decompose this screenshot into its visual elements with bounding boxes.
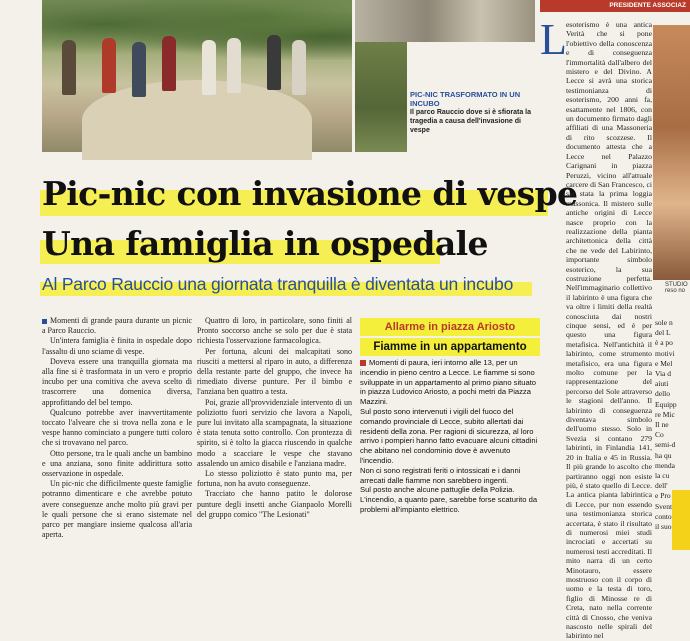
box-paragraph: Sul posto sono intervenuti i vigili del fuoco del comando provinciale di Lecce, subito allertati dai residenti della zona. Per ragioni di sicurezza, al loro arrivo i pompieri hanno fatto evacuare alcuni cittadini che abitano nel condominio dove è avvenuto l'incendio. (360, 406, 538, 465)
side-article-photo (653, 25, 690, 280)
photo-caption (410, 90, 542, 135)
edge-line: dell' (655, 481, 668, 491)
edge-line: la cu (655, 471, 670, 481)
edge-line: il suo (655, 522, 672, 532)
side-section-header: PRESIDENTE ASSOCIAZ (540, 0, 690, 12)
edge-line: ha qu (655, 450, 672, 460)
headline-line2: Una famiglia in ospedale (42, 224, 488, 263)
box-title: Fiamme in un appartamento (360, 338, 540, 356)
wasp-closeup-photo (355, 0, 535, 42)
edge-line: sole n (655, 318, 673, 327)
side-paragraph: esoterismo è una antica Verità che si pone l'obiettivo della conoscenza e di conseguenza l'immortalità dall'albero del mistero e del Divino. A Lecce si avrà una storica testimonianza di esoterismo, 200 anni fa, esattamente nel 1806, con un documento firmato dagli affiliati di una Massoneria di rito scozzese. Il documento attesta che a Lecce nel Palazzo Carignani in piazza Peruzzi, vicino all'attuale carcere di San Francesco, ci sia stata la prima loggia massonica. Il mistero sulle antiche origini di Lecce nasce proprio con la realizzazione della pianta architettonica della città che ne vede del Labirinto, importante simbolo esoterico, la sua costruzione perfetta. Nell'immaginario collettivo il labirinto è una figura che va oltre i limiti della realtà conosciuta dai nostri cinque sensi, ed è per questo una figura metafisica. Nell'antichità il labirinto, come strumento metafisico, era una figura molto comune per la rappresentazione del percorso del Sole attraverso le stagioni dell'anno. Il labirinto di conseguenza diventava simbolo dell'uomo stesso. Solo in Svezia si contano 279 labirinti, in Finlandia 141, 20 in Italia e 45 in Russia. Il più grande lo ascolto che partiranno oggi non esiste più, è stato quello di Lecce. La antica pianta labirintica di Lecce, pur non essendo una testimonianza storica accertata, è stato il risultato di numerosi miei studi incrociati e accertati su numerosi testi accreditati. Il mito narra di un certo Minotauro, essere mostruoso con il corpo di uomo e la testa di toro, figlio di Minosse re di Creta, nato nella corrente città di Cnosso, che veniva nascosto nelle spirali del labirinto nel (566, 20, 653, 641)
col1-paragraph: Un pic-nic che difficilmente queste famiglie potranno dimenticare e che avrebbe potuto avere conseguenze anche molto più gravi per le quali persone che si erano sistemate nel parco per mangiare insieme qualcosa all'aria aperta. (42, 479, 192, 540)
section-tab (672, 490, 690, 550)
box-body (360, 358, 540, 515)
edge-line: è a po (655, 338, 673, 348)
edge-line: e Mel (655, 358, 673, 368)
col2-paragraph: Poi, grazie all'provvidenziale intervento di un poliziotto fuori servizio che lavora a Napoli, pure lui invitato alla scampagnata, la situazione è stata tenuta sotto controllo. Con prontezza di spirito, si è tolto la giacca riuscendo in qualche modo a scacciare le vespe che stavano assalendo un amico disabile e l'anziana madre. (197, 397, 352, 468)
edge-line: Equipp (655, 399, 677, 409)
box-paragraph: Non ci sono registrati feriti o intossicati e i danni arrecati dalle fiamme non sarebbero ingenti. (360, 465, 521, 485)
article-column-1 (42, 316, 192, 540)
park-detail-photo (355, 42, 407, 152)
edge-line: semi-d (655, 440, 676, 450)
box-kicker: Allarme in piazza Ariosto (360, 318, 540, 336)
photo-caption-title: PIC-NIC TRASFORMATO IN UN INCUBO (410, 90, 521, 108)
col2-paragraph: Lo stesso poliziotto è stato punto ma, per fortuna, non ha avuto conseguenze. (197, 469, 352, 489)
edge-line: e Pro (655, 491, 671, 501)
paragraph-marker (42, 319, 47, 324)
edge-line: re Mic (655, 409, 675, 419)
edge-line: Il ne (655, 420, 669, 430)
box-paragraph: Momenti di paura, ieri intorno alle 13, per un incendio in pieno centro a Lecce. Le fiamme si sono sviluppate in un appartamento al primo piano situato in piazza Ludovico Ariosto, a pochi metri da Piazza Mazzini. (360, 358, 537, 407)
edge-line: Via d (655, 369, 672, 379)
col1-paragraph: Qualcuno potrebbe aver inavvertitamente toccato l'alveare che si trova nella zona e le vespe hanno cominciato a pungere tutti coloro che si trovavano nel parco. (42, 407, 192, 448)
edge-line: motivi (655, 348, 675, 358)
headline-line1: Pic-nic con invasione di vespe (42, 174, 578, 213)
col2-paragraph: Quattro di loro, in particolare, sono finiti al Pronto soccorso anche se solo per due è stata richiesta l'osservazione farmacologica. (197, 316, 352, 346)
col2-paragraph: Per fortuna, alcuni dei malcapitati sono riusciti a mettersi al riparo in auto, a differenza della restante parte del gruppo, che invece ha rimediato diverse punture. Per il bimbo e l'anziana ben quattro a testa. (197, 346, 352, 397)
park-photo (42, 0, 352, 152)
col1-paragraph: Momenti di grande paura durante un picnic a Parco Rauccio. (42, 316, 192, 336)
box-bullet (360, 360, 366, 366)
edge-line: aiuti (655, 379, 669, 389)
photo-caption-text: Il parco Rauccio dove si è sfiorata la tragedia a causa dell'invasione di vespe (410, 109, 531, 134)
edge-line: dello (655, 389, 670, 399)
col1-paragraph: Doveva essere una tranquilla giornata ma alla fine si è trasformata in un vero e proprio incubo per una comitiva che aveva scelto di trascorrere una domenica diversa, approfittando del bel tempo. (42, 356, 192, 407)
col1-paragraph: Un'intera famiglia è finita in ospedale dopo l'assalto di uno sciame di vespe. (42, 336, 192, 356)
subheadline: Al Parco Rauccio una giornata tranquilla è diventata un incubo (42, 274, 514, 294)
dropcap: L (540, 15, 567, 64)
edge-line: menda (655, 460, 675, 470)
col2-paragraph: Tracciato che hanno patito le dolorose punture degli insetti anche Gianpaolo Morelli del gruppo comico "The Lesionati" (197, 489, 352, 519)
edge-line: Co (655, 430, 664, 440)
article-column-2 (197, 316, 352, 520)
col1-paragraph: Otto persone, tra le quali anche un bambino e una anziana, sono finite addirittura sotto osservazione in ospedale. (42, 448, 192, 479)
edge-line: Svent (655, 501, 673, 511)
side-article-text (540, 15, 653, 641)
edge-line: del L (655, 328, 671, 338)
box-paragraph: Sul posto anche alcune pattuglie della Polizia. L'incendio, a quanto pare, sarebbe forse scaturito da problemi all'impianto elettrico. (360, 485, 538, 514)
edge-line: conto (655, 511, 672, 521)
photo-credit: STUDIO reso no (665, 282, 688, 294)
